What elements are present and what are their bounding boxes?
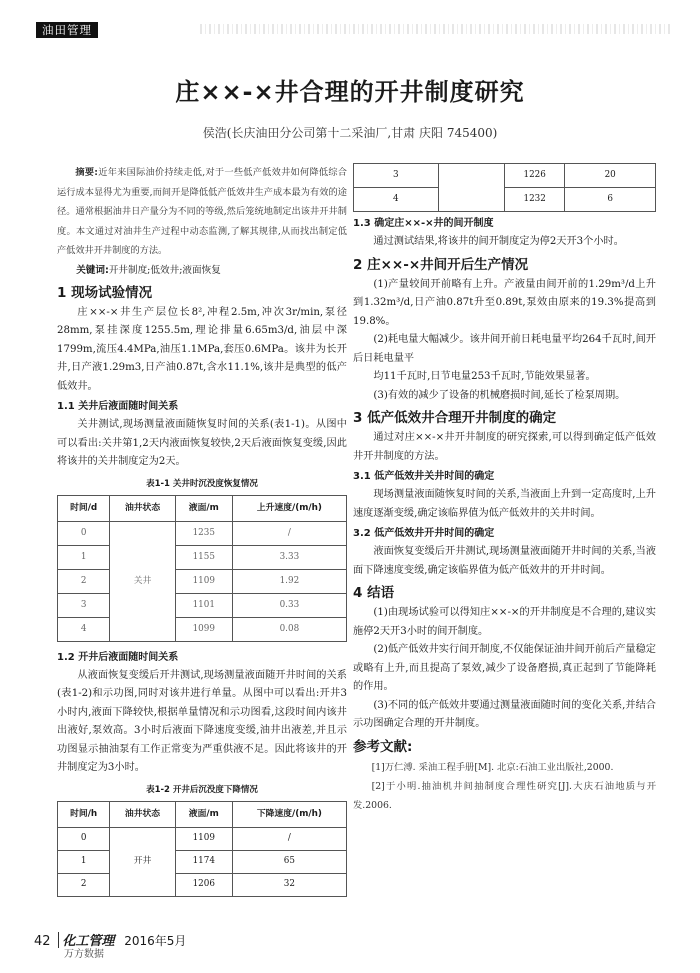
table-1-header: 上升速度/(m/h) bbox=[232, 495, 346, 521]
left-column bbox=[57, 163, 347, 897]
table-row: 3 1101 0.33 bbox=[58, 593, 347, 617]
table-row: 2 1109 1.92 bbox=[58, 569, 347, 593]
table-2-header: 油井状态 bbox=[110, 801, 176, 827]
section-tag: 油田管理 bbox=[36, 22, 98, 38]
abstract bbox=[57, 163, 347, 261]
page-number: 42 bbox=[34, 934, 51, 949]
references-heading: 参考文献: bbox=[353, 738, 413, 755]
section-4-item: (3)不同的低产低效井要通过测量液面随时间的变化关系,并结合示功图确定合理的开井制度。 bbox=[353, 699, 656, 729]
section-4-item: (2)低产低效井实行间开制度,不仅能保证油井间开前后产量稳定或略有上升,而且提高了泵效,减少了设备磨损,真正起到了节能降耗的作用。 bbox=[353, 644, 656, 692]
section-1-1-heading: 1.1 关井后液面随时间关系 bbox=[57, 401, 179, 412]
section-1-2-heading: 1.2 开井后液面随时间关系 bbox=[57, 651, 179, 663]
section-1-1-paragraph: 关井测试,现场测量液面随恢复时间的关系(表1-1)。从图中可以看出:关井第1,2天内液面恢复较快,2天后液面恢复变缓,因此将该井的关井制度定为2天。 bbox=[57, 419, 347, 467]
section-1-2-paragraph: 从液面恢复变缓后开井测试,现场测量液面随开井时间的关系(表1-2)和示功图,同时对该井进行单量。从图中可以看出:开井3小时内,液面下降较快,根据单量情况和示功图看,这段时间内该井出液好,泵效高。3小时后液面下降速度变缓,油井出液差,并且示功图显示抽油泵有工作正常变为严重供液不足。因此将该井的开井制度定为3小时。 bbox=[57, 669, 347, 773]
section-3-1-heading: 3.1 低产低效井关井时间的确定 bbox=[353, 471, 495, 482]
right-column bbox=[353, 163, 656, 815]
references bbox=[353, 736, 656, 815]
table-2-continued bbox=[353, 163, 656, 212]
section-3-1-paragraph: 现场测量液面随恢复时间的关系,当液面上升到一定高度时,上升速度逐渐变缓,确定该临界值为低产低效井的关井时间。 bbox=[353, 489, 656, 519]
keywords bbox=[57, 261, 347, 280]
page-footer bbox=[34, 930, 186, 949]
table-row: 4 1232 6 bbox=[354, 188, 656, 212]
table-2-state: 开井 bbox=[110, 827, 176, 896]
section-1-heading: 1 现场试验情况 bbox=[57, 284, 153, 301]
section-2-item: (1)产量较间开前略有上升。产液量由间开前的1.29m³/d上升到1.32m³/d,日产油0.87t升至0.89t,泵效由原来的19.3%提高到19.8%。 bbox=[353, 278, 656, 327]
section-2-item: (3)有效的减少了设备的机械磨损时间,延长了检泵周期。 bbox=[373, 389, 626, 401]
section-2-heading: 2 庄××-×井间开后生产情况 bbox=[353, 256, 529, 273]
reference-item: [2]于小明.抽油机井间抽制度合理性研究[J].大庆石油地质与开发.2006. bbox=[353, 780, 656, 811]
abstract-label: 摘要: bbox=[75, 167, 98, 178]
section-4-item: (1)由现场试验可以得知庄××-×的开井制度是不合理的,建议实施停2天开3小时的间开制度。 bbox=[353, 607, 656, 637]
table-1-state: 关井 bbox=[110, 521, 175, 641]
reference-item: [1]万仁溥. 采油工程手册[M]. 北京:石油工业出版社,2000. bbox=[371, 761, 614, 773]
section-3-2-paragraph: 液面恢复变缓后开井测试,现场测量液面随开井时间的关系,当液面下降速度变缓,确定该临界值为低产低效井的开井时间。 bbox=[353, 546, 656, 576]
table-2-header: 下降速度/(m/h) bbox=[232, 801, 346, 827]
abstract-text: 近年来国际油价持续走低,对于一些低产低效井如何降低综合运行成本显得尤为重要,而间开是降低低产低效井生产成本最为有效的途径。通常根据油井日产量分为不同的等级,然后笼统地制定出该井开井制度。本文通过对油井生产过程中动态监测,了解其规律,从而找出制定低产低效井开井制度的方法。 bbox=[57, 167, 347, 256]
footer-divider bbox=[58, 932, 59, 948]
keywords-label: 关键词: bbox=[76, 264, 109, 276]
section-3-heading: 3 低产低效井合理开井制度的确定 bbox=[353, 410, 557, 426]
section-4-heading: 4 结语 bbox=[353, 585, 395, 601]
table-1-header: 油井状态 bbox=[110, 495, 175, 521]
section-2-item: 均11千瓦时,日节电量253千瓦时,节能效果显著。 bbox=[373, 371, 596, 382]
section-1-3-heading: 1.3 确定庄××-×井的间开制度 bbox=[353, 218, 494, 229]
watermark: 万方数据 bbox=[64, 949, 104, 960]
table-2-caption: 表1-2 开井后沉没度下降情况 bbox=[146, 784, 258, 795]
table-2 bbox=[57, 801, 347, 897]
table-row: 1 1174 65 bbox=[58, 850, 347, 873]
table-row: 0 开井 1109 / bbox=[58, 827, 347, 850]
header-decoration bbox=[200, 24, 670, 34]
section-2-item: (2)耗电量大幅减少。该井间开前日耗电量平均264千瓦时,间开后日耗电量平 bbox=[353, 334, 656, 364]
section-1-3-paragraph: 通过测试结果,将该井的间开制度定为停2天开3个小时。 bbox=[373, 236, 624, 247]
table-row: 3 1226 20 bbox=[354, 164, 656, 188]
keywords-text: 开井制度;低效井;液面恢复 bbox=[108, 264, 221, 276]
table-row: 4 1099 0.08 bbox=[58, 617, 347, 641]
section-3-paragraph: 通过对庄××-×井开井制度的研究探索,可以得到确定低产低效井开井制度的方法。 bbox=[353, 432, 656, 462]
author-affiliation: 侯浩(长庆油田分公司第十二采油厂,甘肃 庆阳 745400) bbox=[202, 126, 498, 140]
table-row: 1 1155 3.33 bbox=[58, 545, 347, 569]
table-2-header: 时间/h bbox=[58, 801, 110, 827]
table-1 bbox=[57, 495, 347, 642]
section-1-paragraph: 庄××-×井生产层位长8²,冲程2.5m,冲次3r/min,泵径28mm,泵挂深度1255.5m,理论排量6.65m3/d,油层中深1799m,流压4.4MPa,油压1.1MPa,套压0.6MPa。该井为长开井,日产液1.29m3,日产油0.87t,含水11.1%,该井是典型的低产低效井。 bbox=[57, 306, 347, 392]
table-2-header: 液面/m bbox=[175, 801, 232, 827]
table-1-header: 液面/m bbox=[175, 495, 232, 521]
table-1-header: 时间/d bbox=[58, 495, 110, 521]
section-3-2-heading: 3.2 低产低效井开井时间的确定 bbox=[353, 528, 495, 539]
table-2-continued-state bbox=[438, 164, 504, 212]
table-1-caption: 表1-1 关井时沉没度恢复情况 bbox=[146, 478, 258, 489]
table-row: 0 关井 1235 / bbox=[58, 521, 347, 545]
issue-date: 2016年5月 bbox=[124, 934, 187, 948]
table-row: 2 1206 32 bbox=[58, 873, 347, 896]
article-title: 庄××-×井合理的开井制度研究 bbox=[175, 78, 525, 106]
magazine-name: 化工管理 bbox=[62, 934, 115, 949]
